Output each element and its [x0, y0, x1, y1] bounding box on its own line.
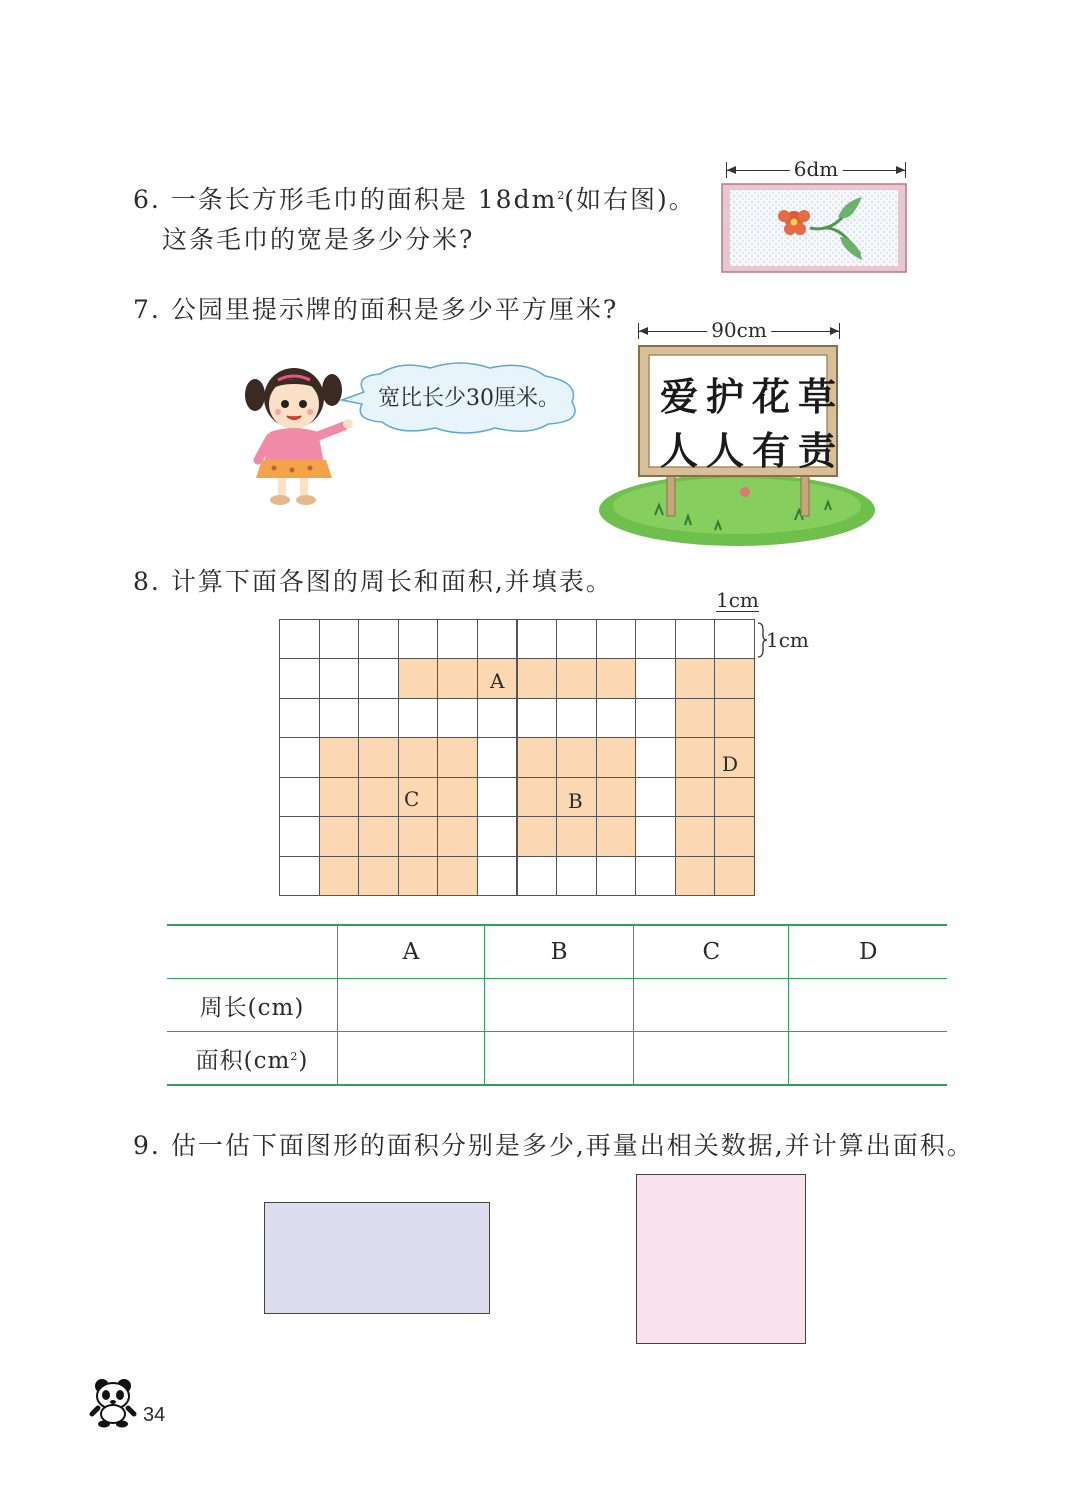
grid-cell: [714, 658, 755, 698]
panda-icon: [88, 1376, 138, 1428]
grid-cell: [635, 856, 676, 896]
grid-cell: [398, 737, 439, 777]
grid-cell: [319, 856, 360, 896]
grid-cell: [635, 619, 676, 659]
unit-height-label: 1cm: [766, 628, 809, 652]
grid-cell: [517, 619, 558, 659]
question-text: 计算下面各图的周长和面积,并填表。: [170, 567, 613, 596]
grid-cell: [437, 619, 478, 659]
grid-cell: [635, 816, 676, 856]
grid-cell: [556, 658, 597, 698]
grid-cell: [398, 816, 439, 856]
grid-cell: [477, 619, 518, 659]
question-number: 9.: [133, 1131, 161, 1160]
question-9: [133, 1126, 974, 1162]
row-label-perimeter: 周长(cm): [167, 979, 338, 1032]
grid-cell: [675, 777, 716, 817]
grid-cell: [635, 777, 676, 817]
grid-cell: [319, 737, 360, 777]
grid-cell: [279, 777, 320, 817]
grid-cell: [358, 777, 399, 817]
answer-cell[interactable]: [634, 1032, 789, 1086]
grid-cell: [556, 737, 597, 777]
grid-cell: [358, 816, 399, 856]
grid-cell: [477, 777, 518, 817]
lavender-rectangle: [264, 1202, 490, 1314]
question-7: [133, 290, 618, 326]
question-8: [133, 562, 613, 598]
question-text: 公园里提示牌的面积是多少平方厘米?: [170, 295, 619, 324]
grid-cell: [398, 619, 439, 659]
shape-label-d: D: [722, 752, 739, 776]
shape-label-c: C: [404, 787, 420, 811]
grid-cell: [675, 737, 716, 777]
answer-cell[interactable]: [338, 979, 485, 1032]
row-label-area: [167, 1032, 338, 1086]
answer-cell[interactable]: [789, 979, 947, 1032]
grid-cell: [635, 658, 676, 698]
towel-illustration: [720, 182, 910, 276]
answer-table: [167, 924, 947, 1086]
question-number: 7.: [133, 295, 161, 324]
grid-cell: [279, 619, 320, 659]
grid-cell: [319, 698, 360, 738]
grid-cell: [714, 698, 755, 738]
grid-cell: [556, 698, 597, 738]
page-number: 34: [143, 1404, 166, 1426]
grid-cell: [279, 737, 320, 777]
towel-width-dimension: [726, 157, 906, 181]
grid-cell: [319, 777, 360, 817]
speech-text: 宽比长少30厘米。: [378, 386, 560, 411]
grid-cell: [477, 856, 518, 896]
question-6-line-2: 这条毛巾的宽是多少分米?: [162, 225, 475, 254]
grid-cell: [714, 856, 755, 896]
table-row-area: [167, 1032, 947, 1086]
answer-cell[interactable]: [338, 1032, 485, 1086]
grid-cell: [556, 816, 597, 856]
answer-cell[interactable]: [484, 979, 633, 1032]
grid-cell: [675, 856, 716, 896]
grid-cell: [517, 698, 558, 738]
grid-cell: [437, 737, 478, 777]
grid-cell: [358, 856, 399, 896]
table-header-cell: B: [484, 925, 633, 979]
table-header-cell: A: [338, 925, 485, 979]
sign-line-2: 人人有责: [660, 428, 845, 473]
grid-cell: [596, 619, 637, 659]
grid-cell: [358, 658, 399, 698]
grid-cell: [517, 816, 558, 856]
grid-cell: [279, 856, 320, 896]
grid-cell: [675, 619, 716, 659]
row-label-text: 面积(cm: [195, 1047, 291, 1074]
question-text: 估一估下面图形的面积分别是多少,再量出相关数据,并计算出面积。: [170, 1131, 974, 1160]
answer-cell[interactable]: [634, 979, 789, 1032]
grid-cell: [398, 698, 439, 738]
grid-cell: [398, 856, 439, 896]
question-6-line-1: [133, 180, 696, 216]
answer-cell[interactable]: [789, 1032, 947, 1086]
table-header-row: [167, 925, 947, 979]
table-header-cell: C: [634, 925, 789, 979]
grid-cell: [517, 737, 558, 777]
dimension-label: 6dm: [790, 156, 843, 182]
sign-width-dimension: [638, 318, 840, 342]
grid-cell: [596, 777, 637, 817]
grid-cell: [675, 658, 716, 698]
answer-cell[interactable]: [484, 1032, 633, 1086]
grid-cell: [437, 658, 478, 698]
grid-cell: [437, 777, 478, 817]
question-text: (如右图)。: [564, 185, 696, 214]
grid-cell: [319, 619, 360, 659]
grid-cell: [517, 658, 558, 698]
row-label-text: ): [298, 1047, 309, 1074]
pink-square: [636, 1174, 806, 1344]
grid-cell: [398, 658, 439, 698]
grid-cell: [675, 698, 716, 738]
grid-cell: [437, 856, 478, 896]
grid-cell: [279, 816, 320, 856]
superscript: 2: [557, 189, 565, 202]
grid-cell: [556, 856, 597, 896]
grid-cell: [358, 737, 399, 777]
grid-cell: [437, 698, 478, 738]
grid-cell: [714, 816, 755, 856]
dimension-label: 90cm: [707, 317, 771, 343]
grid-cell: [319, 816, 360, 856]
grid-cell: [596, 698, 637, 738]
grid-cell: [635, 698, 676, 738]
grid-cell: [437, 816, 478, 856]
grid-cell: [714, 619, 755, 659]
grid-cell: [675, 816, 716, 856]
shape-grid: [279, 619, 754, 895]
table-row-perimeter: [167, 979, 947, 1032]
grid-cell: [477, 698, 518, 738]
grid-cell: [596, 816, 637, 856]
grid-cell: [714, 777, 755, 817]
grid-cell: [477, 737, 518, 777]
table-header-cell: D: [789, 925, 947, 979]
grid-cell: [517, 856, 558, 896]
shape-label-b: B: [568, 789, 583, 813]
grid-cell: [517, 777, 558, 817]
grid-cell: [596, 856, 637, 896]
grid-cell: [635, 737, 676, 777]
grid-cell: [358, 619, 399, 659]
question-number: 8.: [133, 567, 161, 596]
shape-label-a: A: [490, 669, 505, 693]
question-number: 6.: [133, 185, 161, 214]
grid-cell: [279, 658, 320, 698]
grid-cell: [477, 816, 518, 856]
grid-cell: [279, 698, 320, 738]
grid-cell: [319, 658, 360, 698]
table-header-cell: [167, 925, 338, 979]
question-text: 一条长方形毛巾的面积是 18dm: [170, 185, 558, 214]
sign-line-1: 爱护花草: [660, 374, 845, 419]
grid-cell: [596, 658, 637, 698]
grid-cell: [556, 619, 597, 659]
grid-cell: [358, 698, 399, 738]
superscript: 2: [290, 1049, 299, 1063]
grid-cell: [596, 737, 637, 777]
unit-width-label: 1cm: [716, 588, 759, 612]
